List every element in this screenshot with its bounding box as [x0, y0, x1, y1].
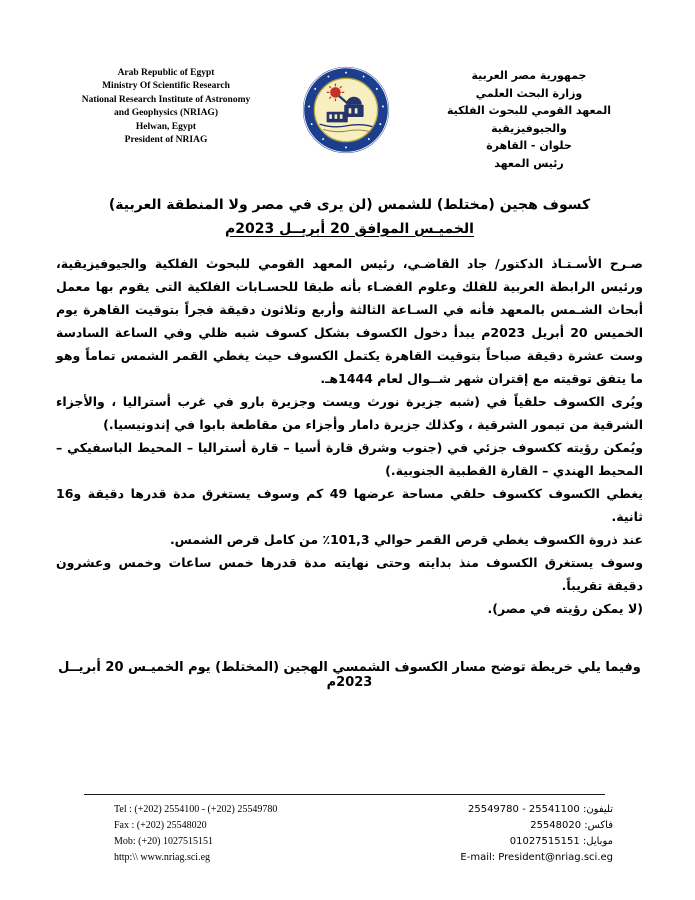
letterhead-ar-line: رئيس المعهد	[494, 156, 564, 170]
paragraph-duration: وسوف يستغرق الكسوف منذ بدايته وحتى نهايته مدة قدرها خمس ساعات وخمس وعشرون دقيقة تقريباً.	[56, 554, 643, 593]
footer-mobile: Mob: (+20) 1027515151	[114, 836, 213, 847]
letterhead-ar-line: وزارة البحث العلمي	[475, 86, 583, 100]
letterhead-en-line: National Research Institute of Astronomy	[81, 94, 251, 105]
paragraph-annular-visibility: ويُرى الكسوف حلقياً في (شبه جزيرة نورث ويست وجزيرة بارو في غرب أستراليا ، والأجزاء الشرقية من تيمور الشرقية ، وكذلك جزيرة دامار وأجزاء من مقاطعة بابوا في إندونيسيا.)	[56, 393, 643, 432]
letterhead-arabic	[415, 64, 643, 173]
map-caption: وفيما يلي خريطة توضح مسار الكسوف الشمسي الهجين (المختلط) يوم الخميـس 20 أبريــل 2023م	[58, 659, 641, 690]
paragraph-announcement: صـرح الأسـتـاذ الدكتور/ جاد القاضـي، رئيس المعهد القومي للبحوث الفلكية والجيوفيزيقية، ورئيس الرابطة العربية للفلك وعلوم الفضـاء بأنه طبقا للحسـابات الفلكية التى يقوم بها معمل أبحاث الشـمس بالمعهد فأنه في السـاعة الثالثة وأربع وثلاثون دقيقة فجراً بتوقيت القاهرة يوم الخميس 20 أبريل 2023م يبدأ دخول الكسوف بشكل كسوف شبه ظلي وفي الساعة السادسة وست عشرة دقيقة صباحاً بتوقيت القاهرة يكتمل الكسوف حيث يغطي القمر الشمس تماماً وهو ما يتفق توقيته مع إقتران شهر شــوال لعام 1444هـ.	[56, 255, 643, 386]
footer-mobile-arabic: موبايل: 01027515151	[509, 836, 613, 847]
footer-contact-arabic	[460, 802, 643, 866]
letterhead-english	[56, 64, 276, 148]
document-body	[56, 252, 643, 620]
letterhead-en-line: President of NRIAG	[124, 135, 208, 146]
nriag-seal-icon	[302, 66, 390, 154]
paragraph-path-width: يغطي الكسوف ككسوف حلقي مساحة عرضها 49 كم وسوف يستغرق مدة قدرها دقيقة و16 ثانية.	[56, 485, 643, 524]
letterhead-ar-line: المعهد القومي للبحوث الفلكية والجيوفيزيقية	[446, 104, 612, 135]
letterhead-ar-line: حلوان - القاهرة	[486, 139, 572, 153]
footer-tel-arabic: تليفون: 25541100 - 25549780	[467, 804, 613, 815]
letterhead-en-line: Arab Republic of Egypt	[117, 68, 215, 78]
footer	[56, 794, 643, 866]
letterhead-en-line: Helwan, Egypt	[135, 121, 197, 132]
footer-fax: Fax : (+202) 25548020	[114, 820, 207, 831]
footer-divider	[84, 794, 605, 795]
document-title: كسوف هجين (مختلط) للشمس (لن يرى في مصر ولا المنطقة العربية)	[108, 196, 591, 213]
document-date-title: الخميـس الموافق 20 أبريــل 2023م	[225, 220, 474, 237]
nriag-logo	[302, 66, 390, 154]
footer-email-link[interactable]: E-mail: President@nriag.sci.eg	[460, 852, 613, 863]
paragraph-peak-coverage: عند ذروة الكسوف يغطي قرص القمر حوالي 101,3٪ من كامل قرص الشمس.	[169, 531, 643, 547]
footer-contact-english	[56, 802, 277, 866]
footer-columns	[56, 802, 643, 866]
letterhead-ar-line: جمهورية مصر العربية	[471, 69, 587, 82]
letterhead-en-line: Ministry Of Scientific Research	[102, 81, 230, 92]
letterhead	[56, 64, 643, 173]
letterhead-en-line: and Geophysics (NRIAG)	[114, 108, 218, 119]
footer-fax-arabic: فاكس: 25548020	[530, 820, 613, 831]
footer-tel: Tel : (+202) 2554100 - (+202) 25549780	[114, 804, 278, 815]
paragraph-partial-visibility: ويُمكن رؤيته ككسوف جزئي في (جنوب وشرق قارة أسيا – قارة أستراليا – المحيط الباسفيكي – المحيط الهندي – القارة القطبية الجنوبية.)	[56, 439, 643, 478]
paragraph-not-visible-egypt: (لا يمكن رؤيته في مصر).	[487, 600, 643, 616]
footer-website-link[interactable]: http:\\ www.nriag.sci.eg	[114, 852, 211, 863]
